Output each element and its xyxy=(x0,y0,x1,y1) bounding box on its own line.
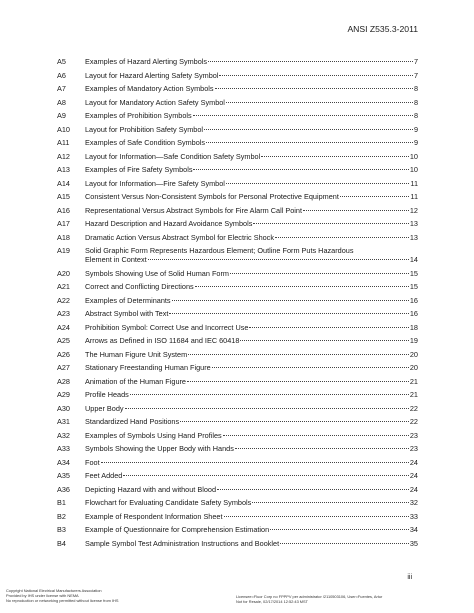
toc-entry[interactable] xyxy=(57,269,418,278)
toc-entry-title: Symbols Showing the Upper Body with Hands xyxy=(85,444,234,454)
toc-entry-title: The Human Figure Unit System xyxy=(85,349,188,359)
toc-entry[interactable] xyxy=(57,296,418,305)
footer-line: No reproduction or networking permitted without license from IHS xyxy=(6,597,119,603)
toc-entry-number: A29 xyxy=(57,390,70,400)
toc-entry[interactable] xyxy=(57,98,418,107)
footer-line: Licensee=Fluor Corp no FPPPV per administrator /2110503106, User=Fuentes, Artur xyxy=(236,594,383,599)
toc-leader-dots xyxy=(217,489,409,490)
toc-entry-number: A24 xyxy=(57,322,70,332)
toc-leader-dots xyxy=(180,421,409,422)
toc-entry-body xyxy=(85,296,418,305)
toc-leader-dots xyxy=(226,102,413,103)
toc-entry-body xyxy=(85,57,418,66)
toc-leader-dots xyxy=(125,408,409,409)
toc-entry-number: A15 xyxy=(57,192,70,201)
toc-entry-title: Example of Questionnaire for Comprehension Estimation xyxy=(85,525,270,535)
toc-leader-dots xyxy=(148,259,409,260)
toc-entry-title: Element in Context xyxy=(85,255,147,265)
toc-entry[interactable] xyxy=(57,525,418,534)
toc-entry-page: 8 xyxy=(413,97,418,107)
toc-entry[interactable] xyxy=(57,363,418,372)
toc-entry-page: 13 xyxy=(409,219,418,228)
toc-entry[interactable] xyxy=(57,111,418,120)
toc-entry-page: 21 xyxy=(409,390,418,400)
toc-entry-body xyxy=(85,246,418,264)
toc-leader-dots xyxy=(252,502,409,503)
toc-entry-page: 15 xyxy=(409,282,418,292)
toc-leader-dots xyxy=(223,435,409,436)
toc-entry-title: Dramatic Action Versus Abstract Symbol for Electric Shock xyxy=(85,232,274,242)
footer-copyright xyxy=(6,589,118,604)
toc-entry-body xyxy=(85,444,418,453)
toc-entry-page: 16 xyxy=(409,309,418,319)
toc-leader-dots xyxy=(204,129,413,130)
toc-entry-body xyxy=(85,309,418,318)
toc-entry[interactable] xyxy=(57,71,418,80)
toc-entry-body xyxy=(85,471,418,480)
footer-line: Not for Resale, 02/17/2014 12:52:43 MST xyxy=(236,598,309,604)
toc-entry-page: 7 xyxy=(413,70,418,80)
toc-entry-body xyxy=(85,233,418,242)
toc-entry-page: 10 xyxy=(409,151,418,161)
toc-entry-title: Depicting Hazard with and without Blood xyxy=(85,484,217,494)
footer-license xyxy=(236,595,382,605)
toc-entry[interactable] xyxy=(57,179,418,188)
toc-entry-title: Upper Body xyxy=(85,403,124,413)
toc-entry-page: 32 xyxy=(409,498,418,508)
toc-entry-body xyxy=(85,458,418,467)
toc-entry-body xyxy=(85,539,418,548)
toc-entry-title: Representational Versus Abstract Symbols for Fire Alarm Call Point xyxy=(85,205,302,215)
toc-entry-title: Layout for Mandatory Action Safety Symbol xyxy=(85,97,225,107)
toc-entry-body xyxy=(85,125,418,134)
toc-leader-dots xyxy=(219,75,412,76)
toc-leader-dots xyxy=(240,340,408,341)
toc-entry-page: 8 xyxy=(413,84,418,93)
toc-entry-number: A19 xyxy=(57,246,70,255)
toc-leader-dots xyxy=(101,462,409,463)
toc-entry-page: 34 xyxy=(409,525,418,535)
toc-entry-body xyxy=(85,377,418,386)
toc-entry-body xyxy=(85,404,418,413)
toc-entry-page: 24 xyxy=(409,457,418,467)
toc-entry[interactable] xyxy=(57,485,418,494)
toc-entry-number: A27 xyxy=(57,363,70,373)
toc-entry[interactable] xyxy=(57,219,418,228)
toc-entry[interactable] xyxy=(57,498,418,507)
toc-leader-dots xyxy=(215,88,413,89)
toc-entry-number: A31 xyxy=(57,417,70,427)
toc-entry[interactable] xyxy=(57,404,418,413)
toc-entry-body xyxy=(85,525,418,534)
toc-leader-dots xyxy=(249,327,408,328)
toc-entry-number: A11 xyxy=(57,138,70,147)
toc-entry-title: Arrows as Defined in ISO 11684 and IEC 60418 xyxy=(85,336,240,346)
toc-entry-number: A8 xyxy=(57,97,66,107)
toc-entry[interactable] xyxy=(57,246,418,264)
toc-entry-title: Abstract Symbol with Text xyxy=(85,309,169,319)
toc-entry[interactable] xyxy=(57,138,418,147)
toc-entry-number: A23 xyxy=(57,309,70,319)
toc-leader-dots xyxy=(261,156,409,157)
toc-entry-page: 23 xyxy=(409,444,418,454)
toc-entry-number: A18 xyxy=(57,232,70,242)
toc-entry-page: 14 xyxy=(409,255,418,265)
toc-entry-number: A9 xyxy=(57,111,66,120)
toc-entry-number: B3 xyxy=(57,525,66,535)
toc-entry-title: Prohibition Symbol: Correct Use and Incorrect Use xyxy=(85,322,249,332)
toc-entry-number: A16 xyxy=(57,205,70,215)
toc-entry-number: A10 xyxy=(57,124,70,134)
toc-leader-dots xyxy=(212,367,409,368)
page-number: iii xyxy=(407,574,412,581)
toc-entry-number: A25 xyxy=(57,336,70,346)
toc-entry-number: A33 xyxy=(57,444,70,454)
toc-entry-body xyxy=(85,138,418,147)
toc-entry-page: 22 xyxy=(409,403,418,413)
toc-entry-body xyxy=(85,498,418,507)
toc-leader-dots xyxy=(193,169,408,170)
toc-entry-number: A35 xyxy=(57,471,70,481)
toc-entry-title: Examples of Safe Condition Symbols xyxy=(85,138,206,147)
toc-entry-number: A5 xyxy=(57,57,66,66)
toc-entry-number: A12 xyxy=(57,151,70,161)
toc-entry-number: B4 xyxy=(57,538,66,548)
toc-leader-dots xyxy=(206,142,413,143)
toc-leader-dots xyxy=(275,237,409,238)
toc-entry-page: 9 xyxy=(413,124,418,134)
toc-entry-page: 23 xyxy=(409,430,418,440)
toc-leader-dots xyxy=(226,183,410,184)
toc-entry-title: Layout for Information—Fire Safety Symbol xyxy=(85,178,225,188)
toc-entry[interactable] xyxy=(57,458,418,467)
toc-entry[interactable] xyxy=(57,377,418,386)
toc-entry-title: Examples of Prohibition Symbols xyxy=(85,111,192,120)
table-of-contents xyxy=(57,57,418,552)
toc-entry-title: Layout for Information—Safe Condition Safety Symbol xyxy=(85,151,261,161)
toc-entry[interactable] xyxy=(57,206,418,215)
toc-entry[interactable] xyxy=(57,471,418,480)
toc-entry-number: B1 xyxy=(57,498,66,508)
toc-entry[interactable] xyxy=(57,336,418,345)
toc-entry-number: A21 xyxy=(57,282,70,292)
toc-leader-dots xyxy=(172,300,409,301)
toc-entry-body xyxy=(85,111,418,120)
toc-entry-number: A26 xyxy=(57,349,70,359)
toc-leader-dots xyxy=(193,115,413,116)
toc-leader-dots xyxy=(270,529,409,530)
toc-entry-number: A22 xyxy=(57,295,70,305)
toc-entry[interactable] xyxy=(57,165,418,174)
toc-leader-dots xyxy=(208,61,413,62)
toc-entry-page: 22 xyxy=(409,417,418,427)
toc-entry-number: A7 xyxy=(57,84,66,93)
toc-entry-body xyxy=(85,417,418,426)
toc-entry[interactable] xyxy=(57,417,418,426)
footer-line: Provided by IHS under license with NEMA xyxy=(6,592,79,598)
toc-entry-number: A6 xyxy=(57,70,66,80)
toc-entry-body xyxy=(85,98,418,107)
toc-entry-number: A17 xyxy=(57,219,70,228)
toc-entry-title: Correct and Conflicting Directions xyxy=(85,282,194,292)
toc-leader-dots xyxy=(187,381,409,382)
toc-entry-title: Hazard Description and Hazard Avoidance Symbols xyxy=(85,219,253,228)
toc-entry-title: Standardized Hand Positions xyxy=(85,417,180,427)
toc-entry-body xyxy=(85,485,418,494)
toc-leader-dots xyxy=(169,313,408,314)
toc-entry-number: B2 xyxy=(57,511,66,521)
toc-entry-page: 9 xyxy=(413,138,418,147)
document-id: ANSI Z535.3-2011 xyxy=(347,24,418,34)
toc-entry-page: 18 xyxy=(409,322,418,332)
toc-entry[interactable] xyxy=(57,444,418,453)
toc-entry-page: 21 xyxy=(409,376,418,386)
toc-entry[interactable] xyxy=(57,323,418,332)
toc-leader-dots xyxy=(224,516,409,517)
toc-entry-body xyxy=(85,512,418,521)
toc-entry-page: 16 xyxy=(409,295,418,305)
toc-entry-title: Animation of the Human Figure xyxy=(85,376,186,386)
toc-entry-number: A13 xyxy=(57,165,70,174)
toc-entry-body xyxy=(85,165,418,174)
toc-leader-dots xyxy=(195,286,409,287)
toc-entry[interactable] xyxy=(57,350,418,359)
toc-entry-title: Layout for Prohibition Safety Symbol xyxy=(85,124,204,134)
toc-leader-dots xyxy=(340,196,410,197)
toc-entry-page: 35 xyxy=(409,538,418,548)
toc-entry[interactable] xyxy=(57,390,418,399)
toc-entry-page: 11 xyxy=(410,178,418,188)
toc-entry-body xyxy=(85,350,418,359)
toc-entry[interactable] xyxy=(57,282,418,291)
toc-entry-title: Profile Heads xyxy=(85,390,129,400)
toc-leader-dots xyxy=(303,210,409,211)
toc-entry-body xyxy=(85,179,418,188)
toc-entry-page: 33 xyxy=(409,511,418,521)
toc-entry-page: 24 xyxy=(409,484,418,494)
toc-entry[interactable] xyxy=(57,512,418,521)
toc-entry-body xyxy=(85,152,418,161)
toc-entry-page: 11 xyxy=(410,192,418,201)
toc-entry[interactable] xyxy=(57,192,418,201)
toc-entry-title: Symbols Showing Use of Solid Human Form xyxy=(85,268,229,278)
toc-entry-number: A30 xyxy=(57,403,70,413)
toc-entry-body xyxy=(85,206,418,215)
toc-entry-page: 20 xyxy=(409,363,418,373)
toc-entry-body xyxy=(85,323,418,332)
toc-entry-page: 13 xyxy=(409,232,418,242)
toc-entry[interactable] xyxy=(57,84,418,93)
toc-entry[interactable] xyxy=(57,431,418,440)
toc-entry-number: A14 xyxy=(57,178,70,188)
toc-entry-title: Examples of Determinants xyxy=(85,295,171,305)
toc-entry[interactable] xyxy=(57,539,418,548)
toc-entry-page: 8 xyxy=(413,111,418,120)
toc-entry-title: Stationary Freestanding Human Figure xyxy=(85,363,211,373)
toc-entry-body xyxy=(85,390,418,399)
toc-leader-dots xyxy=(253,223,408,224)
toc-entry-title: Examples of Mandatory Action Symbols xyxy=(85,84,214,93)
toc-entry-body xyxy=(85,269,418,278)
toc-entry-body xyxy=(85,192,418,201)
toc-entry[interactable] xyxy=(57,125,418,134)
toc-entry-body xyxy=(85,282,418,291)
toc-entry-number: A28 xyxy=(57,376,70,386)
toc-entry-body xyxy=(85,71,418,80)
toc-entry[interactable] xyxy=(57,309,418,318)
toc-entry-body xyxy=(85,431,418,440)
toc-entry-page: 10 xyxy=(409,165,418,174)
toc-leader-dots xyxy=(235,448,409,449)
toc-leader-dots xyxy=(123,475,409,476)
toc-entry-number: A34 xyxy=(57,457,70,467)
toc-leader-dots xyxy=(130,394,409,395)
toc-entry-page: 12 xyxy=(409,205,418,215)
toc-entry[interactable] xyxy=(57,57,418,66)
toc-entry-body xyxy=(85,84,418,93)
toc-entry-body xyxy=(85,219,418,228)
toc-entry-number: A32 xyxy=(57,430,70,440)
toc-entry-body xyxy=(85,336,418,345)
toc-entry-page: 24 xyxy=(409,471,418,481)
toc-entry-body xyxy=(85,363,418,372)
toc-entry-title: Sample Symbol Test Administration Instructions and Booklet xyxy=(85,538,280,548)
toc-leader-dots xyxy=(188,354,409,355)
toc-entry-page: 19 xyxy=(409,336,418,346)
toc-entry-page: 7 xyxy=(413,57,418,66)
toc-leader-dots xyxy=(280,543,409,544)
footer-line: Copyright National Electrical Manufacturers Association xyxy=(6,588,102,593)
toc-entry-title-line1: Solid Graphic Form Represents Hazardous Element; Outline Form Puts Hazardous xyxy=(85,246,354,255)
toc-entry-title: Feet Added xyxy=(85,471,123,481)
toc-leader-dots xyxy=(230,273,409,274)
toc-entry-title: Layout for Hazard Alerting Safety Symbol xyxy=(85,70,219,80)
toc-entry[interactable] xyxy=(57,233,418,242)
toc-entry-number: A36 xyxy=(57,484,70,494)
toc-entry-title: Examples of Hazard Alerting Symbols xyxy=(85,57,208,66)
toc-entry-page: 15 xyxy=(409,268,418,278)
toc-entry-title: Examples of Symbols Using Hand Profiles xyxy=(85,430,222,440)
toc-entry-title: Foot xyxy=(85,457,100,467)
toc-entry-number: A20 xyxy=(57,268,70,278)
toc-entry-title: Consistent Versus Non-Consistent Symbols for Personal Protective Equipment xyxy=(85,192,339,201)
toc-entry-title: Flowchart for Evaluating Candidate Safety Symbols xyxy=(85,498,252,508)
toc-entry-page: 20 xyxy=(409,349,418,359)
toc-entry-title: Example of Respondent Information Sheet xyxy=(85,511,223,521)
toc-entry-title: Examples of Fire Safety Symbols xyxy=(85,165,193,174)
toc-entry[interactable] xyxy=(57,152,418,161)
